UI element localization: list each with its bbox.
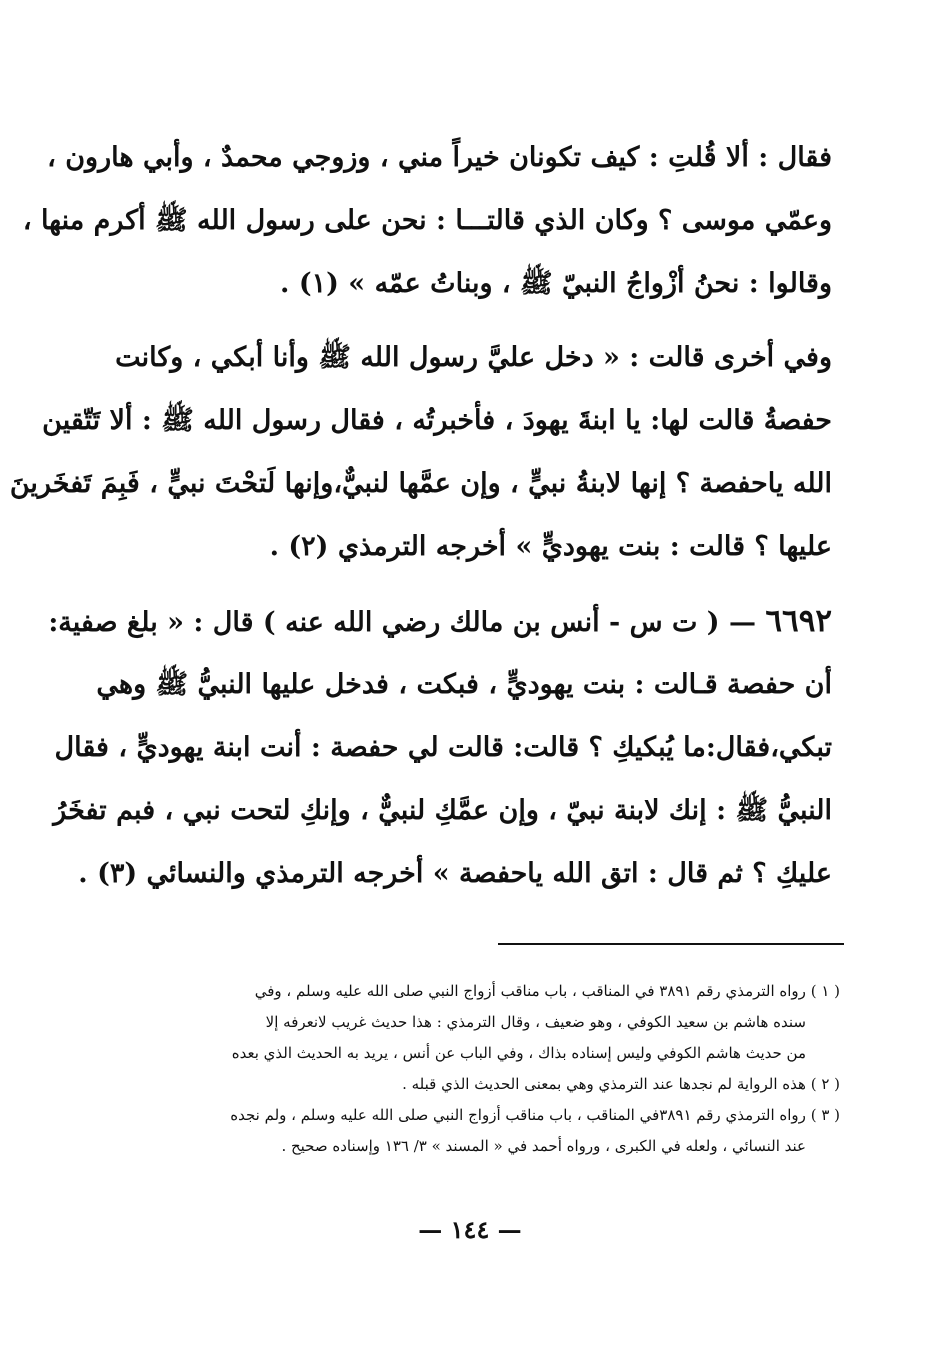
text-line: عليكِ ؟ ثم قال : اتق الله ياحفصة » أخرجه الترمذي والنسائي (٣) . — [78, 858, 832, 889]
paragraph-1 — [22, 126, 832, 315]
text-line: النبيُّ ﷺ : إنك لابنة نبيّ ، وإن عمَّكِ لنبيٌّ ، وإنكِ لتحت نبي ، فبم تفخَرُ — [53, 795, 832, 826]
text-line: أن حفصة قـالت : بنت يهوديٍّ ، فبكت ، فدخل عليها النبيُّ ﷺ وهي — [96, 669, 832, 700]
text-line: عليها ؟ قالت : بنت يهوديٍّ » أخرجه الترمذي (٢) . — [269, 531, 832, 562]
paragraph-2 — [9, 326, 832, 578]
footnote-line: سنده هاشم بن سعيد الكوفي ، وهو ضعيف ، وقال الترمذي : هذا حديث غريب لانعرفه إلا — [265, 1013, 806, 1031]
footnote-line: ( ٣ ) رواه الترمذي رقم ٣٨٩١في المناقب ، باب مناقب أزواج النبي صلى الله عليه وسلم ، ولم نجده — [230, 1106, 840, 1124]
footnote-line: ( ٢ ) هذه الرواية لم نجدها عند الترمذي وهي بمعنى الحديث الذي قبله . — [402, 1075, 840, 1093]
hadith-heading-line — [48, 590, 832, 653]
text-line: تبكي،فقال:ما يُبكيكِ ؟ قالت: قالت لي حفصة : أنت ابنة يهوديٍّ ، فقال — [54, 732, 832, 763]
footnote-line: ( ١ ) رواه الترمذي رقم ٣٨٩١ في المناقب ، باب مناقب أزواج النبي صلى الله عليه وسلم ، وفي — [254, 982, 840, 1000]
hadith-entry — [48, 590, 832, 905]
footnote-line: من حديث هاشم الكوفي وليس إسناده بذاك ، وفي الباب عن أنس ، يريد به الحديث الذي بعده — [231, 1044, 806, 1062]
text-line: فقال : ألا قُلتِ : كيف تكونان خيراً مني ، وزوجي محمدٌ ، وأبي هارون ، — [47, 142, 832, 173]
text-line: وفي أخرى قالت : « دخل عليَّ رسول الله ﷺ وأنا أبكي ، وكانت — [115, 342, 832, 373]
text-line: وقالوا : نحنُ أزْواجُ النبيّ ﷺ ، وبناتُ عمّه » (١) . — [280, 268, 832, 299]
text-line: الله ياحفصة ؟ إنها لابنةُ نبيٍّ ، وإن عمَّها لنبيٌّ،وإنها لَتحْتَ نبيٍّ ، فَبِمَ تَفخَرينَ — [9, 468, 832, 499]
hadith-number: ٦٦٩٢ — [765, 603, 832, 639]
hadith-header: — ( ت س - أنس بن مالك رضي الله عنه ) قال : « بلغ صفية: — [48, 607, 766, 638]
text-line: حفصةُ قالت لها: يا ابنةَ يهودَ ، فأخبرتُه ، فقال رسول الله ﷺ : ألا تَتّقين — [42, 405, 832, 436]
footnotes — [104, 976, 840, 1162]
text-line: وعمّي موسى ؟ وكان الذي قالتـــا : نحن على رسول الله ﷺ أكرم منها ، — [22, 205, 832, 236]
footnote-separator — [498, 943, 844, 945]
page-number: — ١٤٤ — — [418, 1215, 522, 1244]
footnote-line: عند النسائي ، ولعله في الكبرى ، ورواه أحمد في « المسند » ٣/ ١٣٦ وإسناده صحيح . — [281, 1137, 806, 1155]
